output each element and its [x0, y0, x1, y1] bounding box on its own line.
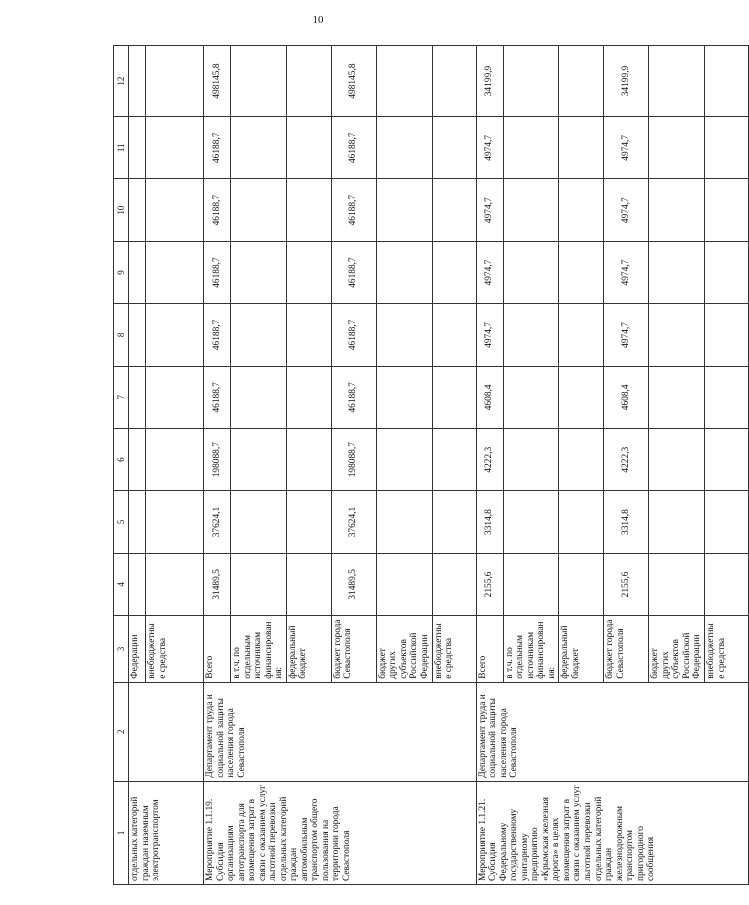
funding-source: федеральный бюджет	[286, 616, 331, 683]
amount-cell	[376, 366, 432, 428]
amount-cell	[503, 304, 559, 366]
amount-cell	[432, 46, 476, 117]
amount-cell: 4974,7	[604, 241, 649, 303]
amount-cell	[146, 366, 204, 428]
funding-source: бюджет города Севастополя	[331, 616, 376, 683]
amount-cell: 4974,7	[604, 117, 649, 179]
amount-cell: 46188,7	[204, 304, 231, 366]
amount-cell	[559, 46, 604, 117]
funding-source: бюджет других субъектов Российской Федерации	[376, 616, 432, 683]
amount-cell: 46188,7	[204, 117, 231, 179]
amount-cell: 34199,9	[476, 46, 503, 117]
amount-cell: 3314,8	[604, 491, 649, 553]
amount-cell	[559, 491, 604, 553]
amount-cell: 4974,7	[476, 241, 503, 303]
amount-cell: 4974,7	[476, 304, 503, 366]
amount-cell: 46188,7	[331, 304, 376, 366]
amount-cell: 46188,7	[204, 179, 231, 241]
amount-cell	[146, 117, 204, 179]
amount-cell	[286, 428, 331, 490]
amount-cell	[649, 179, 705, 241]
amount-cell	[649, 491, 705, 553]
amount-cell	[559, 117, 604, 179]
amount-cell	[649, 46, 705, 117]
amount-cell: 4222,3	[604, 428, 649, 490]
amount-cell: 46188,7	[331, 179, 376, 241]
funding-source: внебюджетные средства	[705, 616, 749, 683]
funding-source: Федерации	[129, 616, 146, 683]
measure-name: отдельных категорий граждан наземным электротранспортом	[129, 781, 204, 884]
amount-cell	[705, 179, 749, 241]
amount-cell: 498145,8	[204, 46, 231, 117]
amount-cell	[649, 304, 705, 366]
responsible-executor: Департамент труда и социальной защиты населения города Севастополя	[476, 682, 749, 781]
amount-cell	[129, 428, 146, 490]
funding-source: в т.ч. по отдельным источникам финансирования:	[231, 616, 287, 683]
col-header: 9	[114, 241, 129, 303]
col-header: 12	[114, 46, 129, 117]
amount-cell: 46188,7	[331, 117, 376, 179]
col-header: 3	[114, 616, 129, 683]
col-header: 2	[114, 682, 129, 781]
col-header: 4	[114, 553, 129, 615]
funding-source: Всего	[204, 616, 231, 683]
amount-cell	[231, 241, 287, 303]
amount-cell	[559, 428, 604, 490]
amount-cell	[129, 491, 146, 553]
amount-cell	[649, 553, 705, 615]
amount-cell	[231, 46, 287, 117]
amount-cell	[649, 117, 705, 179]
amount-cell	[231, 553, 287, 615]
amount-cell	[146, 179, 204, 241]
amount-cell	[503, 179, 559, 241]
amount-cell: 34199,9	[604, 46, 649, 117]
amount-cell	[705, 428, 749, 490]
amount-cell: 498145,8	[331, 46, 376, 117]
amount-cell	[146, 553, 204, 615]
table-row	[476, 46, 503, 885]
amount-cell	[376, 428, 432, 490]
amount-cell	[705, 304, 749, 366]
amount-cell	[376, 179, 432, 241]
amount-cell: 46188,7	[204, 366, 231, 428]
amount-cell	[559, 553, 604, 615]
amount-cell	[129, 179, 146, 241]
amount-cell	[376, 241, 432, 303]
responsible-executor	[129, 682, 204, 781]
amount-cell	[286, 366, 331, 428]
header-row	[114, 46, 129, 885]
amount-cell	[559, 241, 604, 303]
amount-cell: 2155,6	[476, 553, 503, 615]
amount-cell: 2155,6	[604, 553, 649, 615]
col-header: 6	[114, 428, 129, 490]
amount-cell: 37624,1	[204, 491, 231, 553]
table-body	[114, 46, 749, 885]
amount-cell: 198088,7	[204, 428, 231, 490]
funding-source: в т.ч. по отдельным источникам финансирования:	[503, 616, 559, 683]
funding-source: бюджет других субъектов Российской Федерации	[649, 616, 705, 683]
measure-name: Мероприятие 1.1.19. Субсидия организациям автотранспорта для возмещения затрат в связи с оказанием услуг льготной перевозки отдельных категорий граждан автомобильным транспортом общего пользования на территории города Севастополя	[204, 781, 477, 884]
amount-cell	[432, 117, 476, 179]
funding-source: бюджет города Севастополя	[604, 616, 649, 683]
amount-cell	[286, 491, 331, 553]
col-header: 7	[114, 366, 129, 428]
amount-cell: 46188,7	[331, 241, 376, 303]
amount-cell: 4222,3	[476, 428, 503, 490]
amount-cell: 4608,4	[604, 366, 649, 428]
amount-cell	[376, 46, 432, 117]
amount-cell: 31489,5	[204, 553, 231, 615]
amount-cell: 4974,7	[476, 179, 503, 241]
amount-cell	[231, 304, 287, 366]
col-header: 1	[114, 781, 129, 884]
amount-cell	[705, 491, 749, 553]
amount-cell	[432, 179, 476, 241]
rotated-table-wrapper	[113, 45, 727, 885]
amount-cell	[376, 491, 432, 553]
amount-cell: 46188,7	[331, 366, 376, 428]
amount-cell	[503, 241, 559, 303]
amount-cell	[286, 46, 331, 117]
amount-cell	[503, 46, 559, 117]
amount-cell: 3314,8	[476, 491, 503, 553]
amount-cell	[286, 304, 331, 366]
table-row	[204, 46, 231, 885]
amount-cell	[376, 304, 432, 366]
amount-cell	[231, 428, 287, 490]
amount-cell	[559, 304, 604, 366]
amount-cell	[503, 553, 559, 615]
measure-name: Мероприятие 1.1.21. Субсидия Федеральному государственному унитарному предприятию «Крымская железная дорога» в целях возмещения затрат в связи с оказанием услуг льготной перевозки отдельных категорий граждан железнодорожным транспортом пригородного сообщения	[476, 781, 749, 884]
amount-cell	[286, 553, 331, 615]
amount-cell: 198088,7	[331, 428, 376, 490]
amount-cell	[705, 117, 749, 179]
amount-cell	[705, 241, 749, 303]
amount-cell	[376, 117, 432, 179]
col-header: 10	[114, 179, 129, 241]
amount-cell: 31489,5	[331, 553, 376, 615]
amount-cell	[432, 553, 476, 615]
amount-cell	[649, 366, 705, 428]
amount-cell: 37624,1	[331, 491, 376, 553]
amount-cell	[129, 241, 146, 303]
table-row	[129, 46, 146, 885]
amount-cell	[432, 428, 476, 490]
amount-cell	[146, 241, 204, 303]
amount-cell	[432, 366, 476, 428]
amount-cell: 4974,7	[604, 304, 649, 366]
amount-cell	[231, 491, 287, 553]
amount-cell: 46188,7	[204, 241, 231, 303]
responsible-executor: Департамент труда и социальной защиты населения города Севастополя	[204, 682, 477, 781]
amount-cell: 4974,7	[476, 117, 503, 179]
amount-cell	[146, 428, 204, 490]
amount-cell	[705, 366, 749, 428]
amount-cell	[231, 366, 287, 428]
program-table	[113, 45, 749, 885]
amount-cell	[286, 117, 331, 179]
amount-cell: 4974,7	[604, 179, 649, 241]
amount-cell	[146, 304, 204, 366]
amount-cell	[559, 366, 604, 428]
amount-cell	[559, 179, 604, 241]
amount-cell	[129, 46, 146, 117]
amount-cell	[649, 241, 705, 303]
funding-source: внебюджетные средства	[432, 616, 476, 683]
amount-cell	[432, 491, 476, 553]
col-header: 5	[114, 491, 129, 553]
amount-cell	[432, 241, 476, 303]
amount-cell	[129, 553, 146, 615]
page-number: 10	[312, 14, 324, 26]
amount-cell	[649, 428, 705, 490]
amount-cell	[503, 491, 559, 553]
amount-cell	[705, 553, 749, 615]
amount-cell	[503, 366, 559, 428]
col-header: 11	[114, 117, 129, 179]
amount-cell	[146, 491, 204, 553]
amount-cell	[129, 304, 146, 366]
amount-cell	[231, 117, 287, 179]
funding-source: федеральный бюджет	[559, 616, 604, 683]
amount-cell	[503, 428, 559, 490]
amount-cell	[432, 304, 476, 366]
funding-source: Всего	[476, 616, 503, 683]
amount-cell	[286, 241, 331, 303]
amount-cell: 4608,4	[476, 366, 503, 428]
amount-cell	[376, 553, 432, 615]
amount-cell	[129, 117, 146, 179]
amount-cell	[129, 366, 146, 428]
amount-cell	[503, 117, 559, 179]
amount-cell	[286, 179, 331, 241]
col-header: 8	[114, 304, 129, 366]
amount-cell	[705, 46, 749, 117]
amount-cell	[146, 46, 204, 117]
amount-cell	[231, 179, 287, 241]
funding-source: внебюджетные средства	[146, 616, 204, 683]
